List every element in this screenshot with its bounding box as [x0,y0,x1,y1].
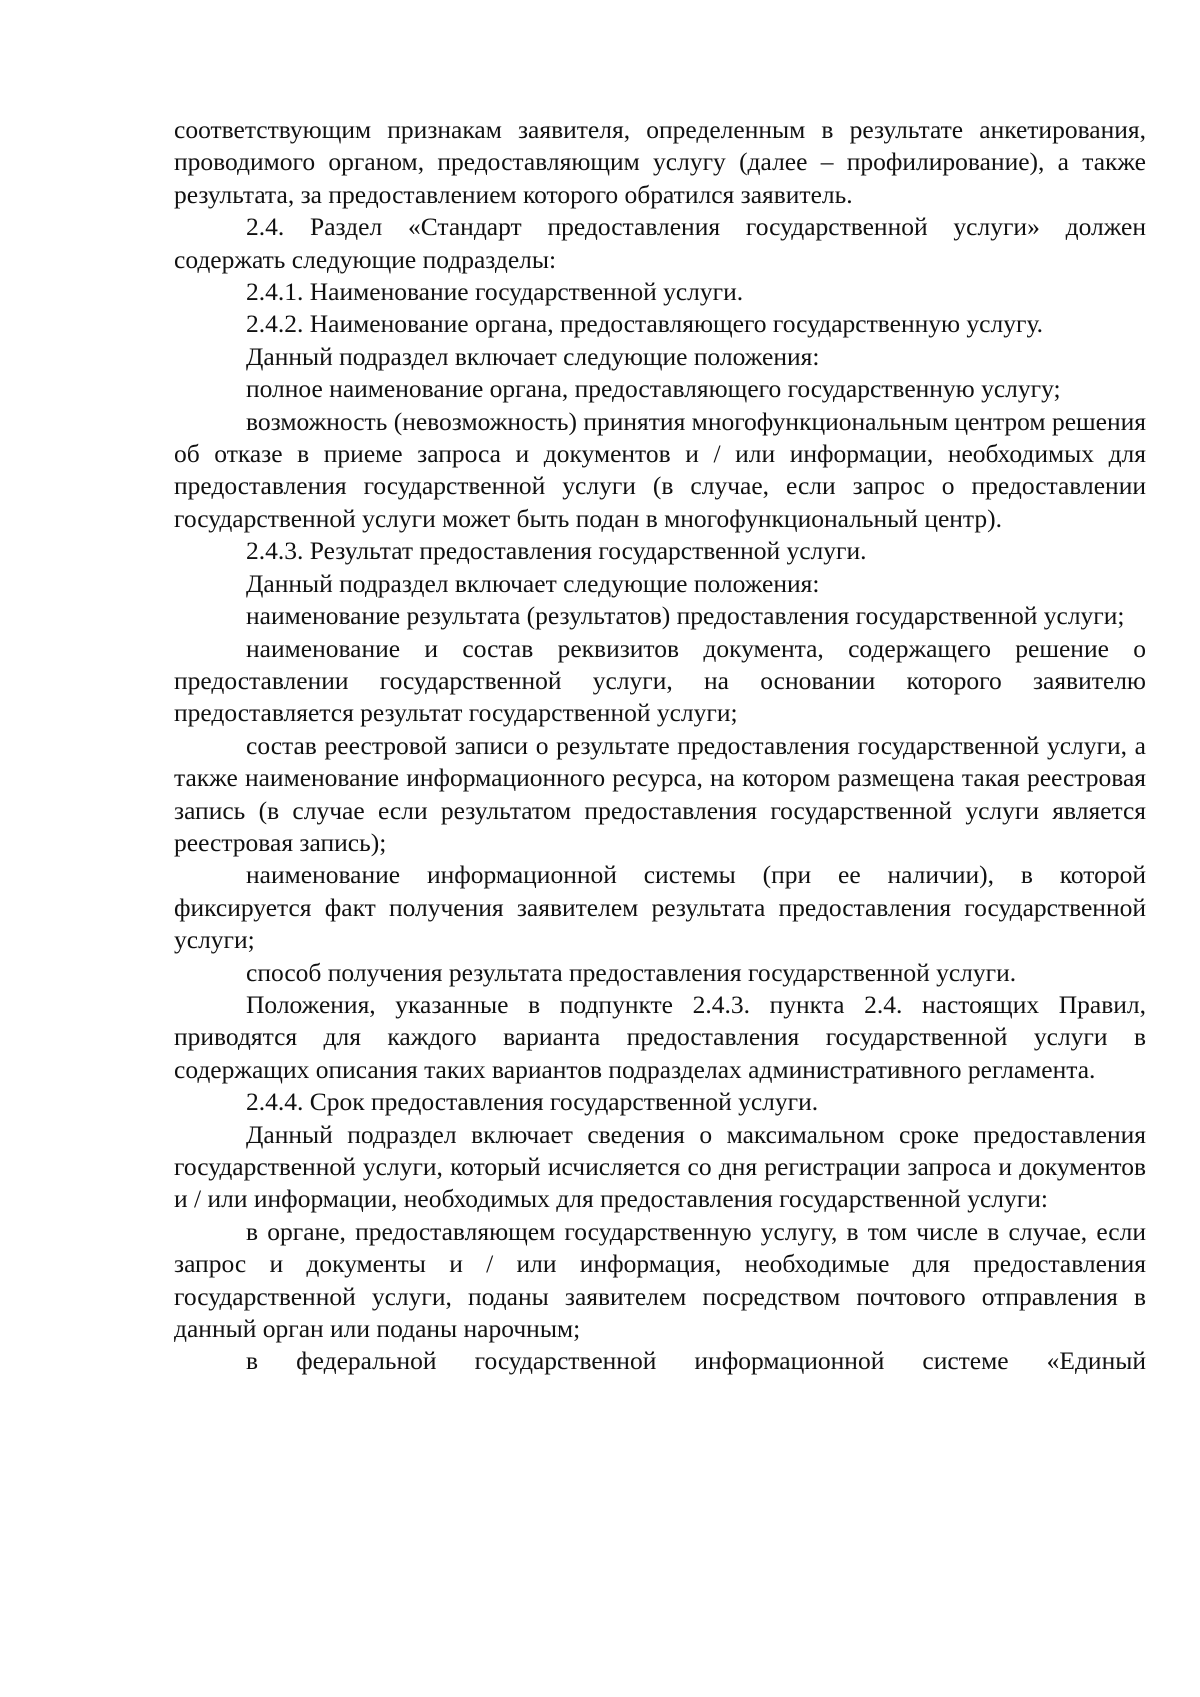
paragraph-2-4-2: 2.4.2. Наименование органа, предоставляющего государственную услугу. [246,309,1044,339]
paragraph-max-term: Данный подраздел включает сведения о максимальном сроке предоставления государственной услуги, который исчисляется со дня регистрации запроса и документов и / или информации, необходимых для предоставления государственной услуги: [174,1119,1146,1214]
paragraph-provisions-variants: Положения, указанные в подпункте 2.4.3. пункта 2.4. настоящих Правил, приводятся для каждого варианта предоставления государственной услуги в содержащих описания таких вариантов подразделах административного регламента. [174,989,1146,1084]
paragraph-receipt-method: способ получения результата предоставления государственной услуги. [246,957,1017,987]
paragraph-section-2-4: 2.4. Раздел «Стандарт предоставления государственной услуги» должен содержать следующие подразделы: [174,212,1146,274]
paragraph-2-4-3: 2.4.3. Результат предоставления государственной услуги. [246,536,867,566]
paragraph-information-system: наименование информационной системы (при ее наличии), в которой фиксируется факт получения заявителем результата предоставления государственной услуги; [174,860,1146,955]
paragraph-continuation: соответствующим признакам заявителя, определенным в результате анкетирования, проводимого органом, предоставляющим услугу (далее – профилирование), а также результата, за предоставлением которого обратился заявитель. [174,115,1146,209]
paragraph-in-authority: в органе, предоставляющем государственную услугу, в том числе в случае, если запрос и документы и / или информация, необходимые для предоставления государственной услуги, поданы заявителем посредством почтового отправления в данный орган или поданы нарочным; [174,1216,1146,1344]
paragraph-document-requisites: наименование и состав реквизитов документа, содержащего решение о предоставлении государственной услуги, на основании которого заявителю предоставляется результат государственной услуги; [174,633,1146,728]
paragraph-2-4-1: 2.4.1. Наименование государственной услуги. [246,277,744,307]
paragraph-federal-system: в федеральной государственной информационной системе «Единый [246,1346,1146,1376]
paragraph-mfc-refusal: возможность (невозможность) принятия многофункциональным центром решения об отказе в приеме запроса и документов и / или информации, необходимых для предоставления государственной услуги (в случае, если запрос о предоставлении государственной услуги может быть подан в многофункциональный центр). [174,406,1146,533]
paragraph-subsection-includes: Данный подраздел включает следующие положения: [246,568,820,598]
paragraph-full-name: полное наименование органа, предоставляющего государственную услугу; [246,374,1061,404]
paragraph-result-name: наименование результата (результатов) предоставления государственной услуги; [246,601,1125,631]
paragraph-registry-record: состав реестровой записи о результате предоставления государственной услуги, а также наименование информационного ресурса, на котором размещена такая реестровая запись (в случае если результатом предоставления государственной услуги является реестровая запись); [174,730,1146,857]
paragraph-subsection-includes: Данный подраздел включает следующие положения: [246,341,820,371]
paragraph-2-4-4: 2.4.4. Срок предоставления государственной услуги. [246,1087,819,1117]
document-body [174,114,1146,1378]
